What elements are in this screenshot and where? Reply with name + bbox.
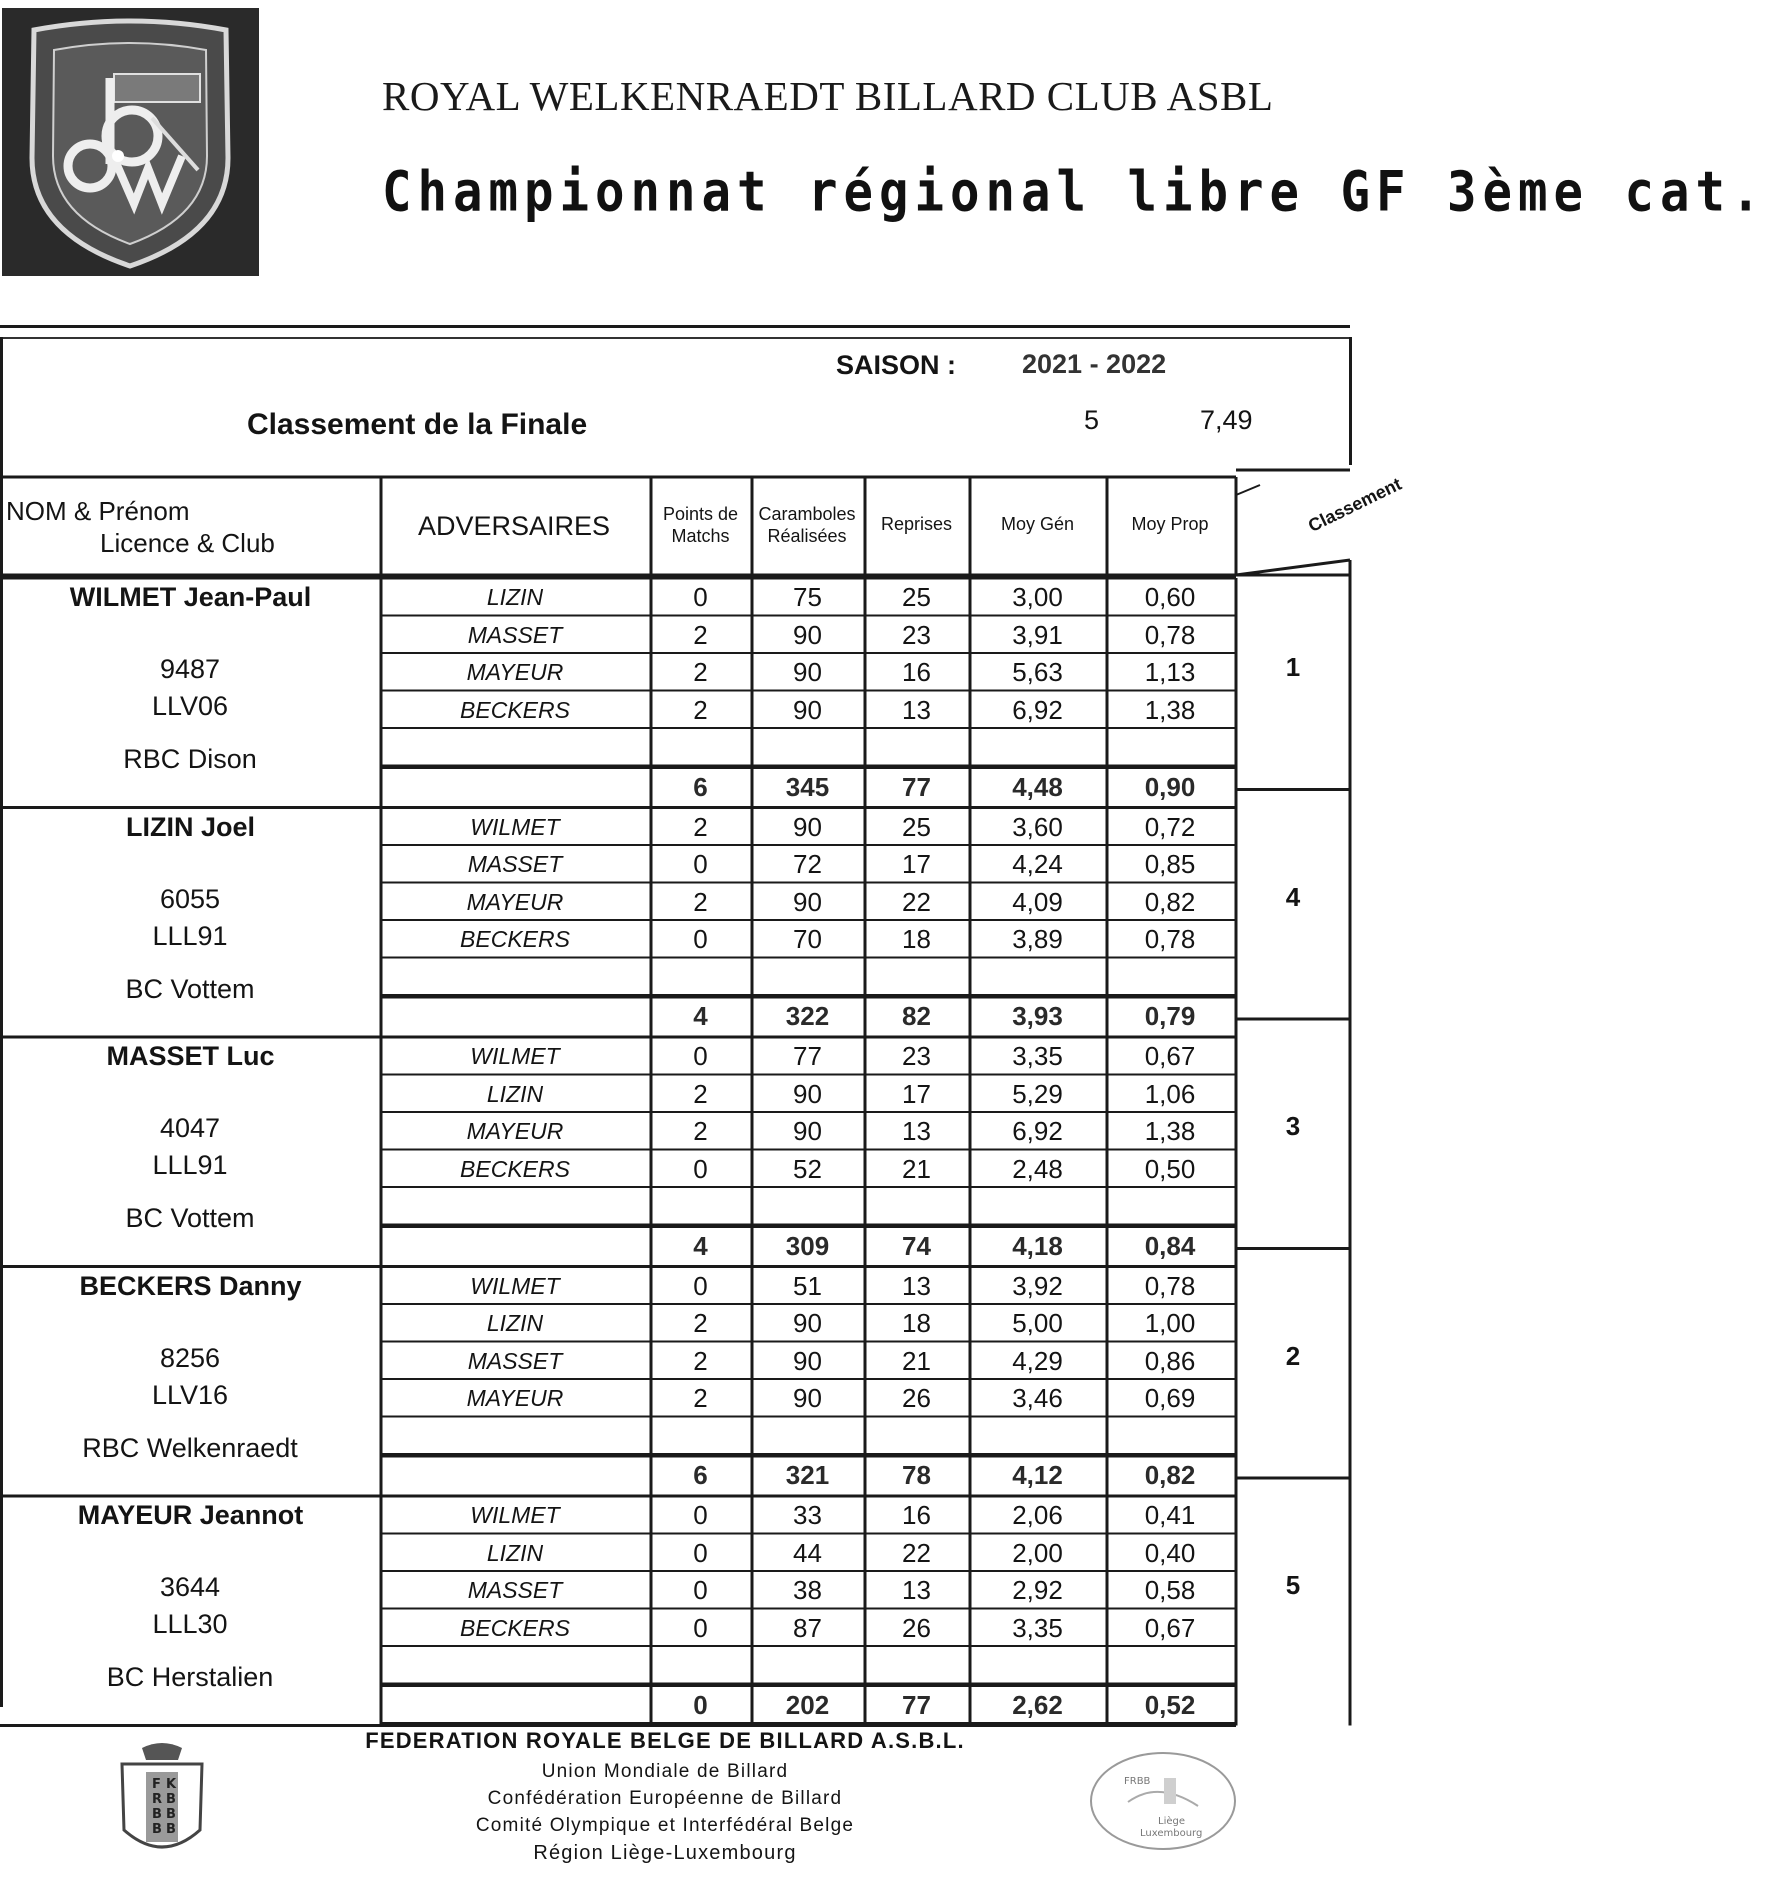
player-rank: 2 bbox=[1285, 1340, 1301, 1371]
player-licence: 6055 bbox=[159, 883, 221, 914]
championship-title: Championnat régional libre GF 3ème cat. bbox=[382, 160, 1767, 224]
match-points: 0 bbox=[693, 1575, 708, 1605]
match-caramboles: 87 bbox=[793, 1612, 822, 1643]
player-club: BC Vottem bbox=[125, 1203, 255, 1233]
match-moy-prop: 0,40 bbox=[1144, 1537, 1196, 1568]
svg-text:B: B bbox=[166, 1792, 176, 1807]
match-reprises: 18 bbox=[902, 924, 931, 954]
total-reprises: 77 bbox=[902, 771, 931, 802]
match-moy-prop: 0,72 bbox=[1144, 811, 1196, 842]
svg-text:B: B bbox=[152, 1822, 162, 1837]
info-value: 5 bbox=[1084, 405, 1100, 435]
total-reprises: 74 bbox=[902, 1230, 931, 1261]
total-caramboles: 345 bbox=[785, 771, 830, 802]
match-moy-gen: 5,63 bbox=[1012, 657, 1063, 687]
match-reprises: 13 bbox=[902, 694, 931, 725]
match-points: 2 bbox=[693, 1116, 708, 1146]
opponent-name: BECKERS bbox=[460, 696, 570, 723]
opponent-name: MAYEUR bbox=[466, 1385, 564, 1411]
match-reprises: 18 bbox=[902, 1308, 931, 1338]
federation-line: Confédération Européenne de Billard bbox=[487, 1788, 843, 1809]
total-points: 0 bbox=[693, 1689, 708, 1720]
match-reprises: 26 bbox=[902, 1383, 931, 1413]
total-moy-prop: 0,84 bbox=[1144, 1230, 1196, 1261]
total-moy-prop: 0,52 bbox=[1144, 1689, 1196, 1720]
player-name: BECKERS Danny bbox=[79, 1270, 302, 1301]
match-moy-prop: 0,67 bbox=[1144, 1041, 1196, 1071]
match-caramboles: 90 bbox=[793, 1078, 822, 1109]
finale-title: Classement de la Finale bbox=[247, 408, 588, 441]
player-code: LLV16 bbox=[151, 1379, 229, 1410]
match-moy-prop: 0,60 bbox=[1144, 582, 1196, 612]
header-caramboles bbox=[752, 504, 862, 547]
match-reprises: 26 bbox=[902, 1612, 931, 1643]
total-points: 4 bbox=[693, 1001, 708, 1031]
match-moy-gen: 6,92 bbox=[1012, 1116, 1063, 1146]
player-licence: 9487 bbox=[159, 654, 221, 684]
match-moy-gen: 2,48 bbox=[1012, 1153, 1063, 1184]
match-points: 0 bbox=[693, 1270, 708, 1301]
player-name: LIZIN Joel bbox=[125, 811, 255, 842]
match-moy-gen: 5,29 bbox=[1012, 1078, 1063, 1109]
player-name: MASSET Luc bbox=[106, 1041, 275, 1071]
svg-text:B: B bbox=[152, 1807, 162, 1822]
header-moy-gen: Moy Gén bbox=[1000, 514, 1075, 534]
frame-top-line bbox=[0, 325, 1350, 328]
match-reprises: 17 bbox=[902, 1078, 931, 1109]
match-points: 2 bbox=[693, 657, 708, 687]
match-points: 2 bbox=[693, 1308, 708, 1338]
opponent-name: BECKERS bbox=[460, 1614, 570, 1641]
match-points: 0 bbox=[693, 1500, 708, 1530]
match-reprises: 21 bbox=[902, 1153, 931, 1184]
region-logo bbox=[1088, 1750, 1238, 1852]
match-points: 0 bbox=[693, 849, 708, 879]
match-moy-gen: 5,00 bbox=[1012, 1308, 1063, 1338]
header-caramboles-l2: Réalisées bbox=[767, 525, 847, 546]
match-points: 0 bbox=[693, 582, 708, 612]
total-moy-gen: 4,18 bbox=[1012, 1230, 1063, 1261]
saison-value: 2021 - 2022 bbox=[1022, 349, 1167, 379]
player-licence: 8256 bbox=[159, 1342, 221, 1373]
match-moy-gen: 3,60 bbox=[1012, 811, 1063, 842]
opponent-name: LIZIN bbox=[486, 1310, 544, 1336]
opponent-name: LIZIN bbox=[486, 584, 544, 610]
match-moy-gen: 2,06 bbox=[1012, 1500, 1063, 1530]
player-rank: 1 bbox=[1285, 652, 1301, 682]
match-points: 0 bbox=[693, 1537, 708, 1568]
player-name: WILMET Jean-Paul bbox=[69, 582, 312, 612]
match-reprises: 16 bbox=[902, 1500, 931, 1530]
match-moy-gen: 3,92 bbox=[1012, 1270, 1063, 1301]
federation-line: Union Mondiale de Billard bbox=[541, 1761, 789, 1782]
match-reprises: 23 bbox=[902, 619, 931, 650]
player-licence: 4047 bbox=[159, 1113, 221, 1143]
federation-name: FEDERATION ROYALE BELGE DE BILLARD A.S.B.L. bbox=[365, 1728, 965, 1753]
match-caramboles: 51 bbox=[793, 1270, 822, 1301]
player-club: RBC Dison bbox=[123, 744, 257, 774]
header-classement: Classement bbox=[1305, 473, 1405, 536]
match-moy-gen: 3,46 bbox=[1012, 1383, 1063, 1413]
total-caramboles: 202 bbox=[785, 1689, 830, 1720]
opponent-name: LIZIN bbox=[486, 1080, 544, 1107]
info-value: 7,49 bbox=[1200, 405, 1253, 435]
match-reprises: 13 bbox=[902, 1575, 931, 1605]
match-moy-prop: 0,86 bbox=[1144, 1345, 1196, 1376]
match-reprises: 25 bbox=[902, 811, 931, 842]
match-caramboles: 90 bbox=[793, 886, 822, 917]
match-caramboles: 90 bbox=[793, 811, 822, 842]
match-moy-gen: 3,91 bbox=[1012, 619, 1063, 650]
federation-line: Région Liège-Luxembourg bbox=[533, 1842, 797, 1864]
match-caramboles: 52 bbox=[793, 1153, 822, 1184]
match-moy-gen: 2,92 bbox=[1012, 1575, 1063, 1605]
match-moy-prop: 1,00 bbox=[1144, 1308, 1196, 1338]
match-points: 0 bbox=[693, 1612, 708, 1643]
total-caramboles: 322 bbox=[785, 1001, 830, 1031]
player-code: LLL91 bbox=[152, 920, 228, 951]
total-points: 6 bbox=[693, 771, 708, 802]
match-reprises: 23 bbox=[902, 1041, 931, 1071]
opponent-name: WILMET bbox=[470, 1272, 560, 1299]
match-moy-prop: 1,13 bbox=[1144, 657, 1196, 687]
match-moy-gen: 4,24 bbox=[1012, 849, 1063, 879]
match-caramboles: 90 bbox=[793, 619, 822, 650]
match-moy-gen: 3,35 bbox=[1012, 1612, 1063, 1643]
match-moy-prop: 0,67 bbox=[1144, 1612, 1196, 1643]
match-moy-gen: 4,29 bbox=[1012, 1345, 1063, 1376]
federation-line: Comité Olympique et Interfédéral Belge bbox=[475, 1815, 855, 1836]
svg-text:B: B bbox=[166, 1822, 176, 1837]
match-moy-prop: 0,82 bbox=[1144, 886, 1196, 917]
frame-right-line bbox=[1349, 337, 1352, 465]
match-reprises: 22 bbox=[902, 1537, 931, 1568]
match-points: 2 bbox=[693, 811, 708, 842]
match-reprises: 16 bbox=[902, 657, 931, 687]
total-moy-gen: 4,48 bbox=[1012, 771, 1063, 802]
total-caramboles: 309 bbox=[785, 1230, 830, 1261]
header-points bbox=[651, 504, 750, 547]
match-moy-prop: 0,41 bbox=[1144, 1500, 1196, 1530]
header-moy-prop: Moy Prop bbox=[1131, 514, 1209, 534]
match-moy-gen: 3,00 bbox=[1012, 582, 1063, 612]
player-licence: 3644 bbox=[159, 1572, 221, 1602]
match-moy-prop: 0,58 bbox=[1144, 1575, 1196, 1605]
match-reprises: 17 bbox=[902, 849, 931, 879]
total-moy-gen: 4,12 bbox=[1012, 1460, 1063, 1490]
match-moy-prop: 0,69 bbox=[1144, 1383, 1196, 1413]
player-club: BC Herstalien bbox=[106, 1662, 274, 1692]
match-caramboles: 33 bbox=[793, 1500, 822, 1530]
opponent-name: MAYEUR bbox=[466, 1118, 564, 1144]
opponent-name: MAYEUR bbox=[466, 888, 564, 915]
match-points: 2 bbox=[693, 1383, 708, 1413]
match-points: 2 bbox=[693, 619, 708, 650]
match-caramboles: 90 bbox=[793, 657, 822, 687]
match-points: 0 bbox=[693, 1153, 708, 1184]
total-caramboles: 321 bbox=[785, 1460, 830, 1490]
match-caramboles: 90 bbox=[793, 1345, 822, 1376]
total-moy-gen: 3,93 bbox=[1012, 1001, 1063, 1031]
svg-text:K: K bbox=[166, 1777, 177, 1792]
match-reprises: 25 bbox=[902, 582, 931, 612]
opponent-name: BECKERS bbox=[460, 926, 570, 952]
opponent-name: WILMET bbox=[470, 813, 560, 840]
match-caramboles: 72 bbox=[793, 849, 822, 879]
svg-text:Liège: Liège bbox=[1158, 1816, 1186, 1827]
match-reprises: 21 bbox=[902, 1345, 931, 1376]
match-moy-prop: 0,78 bbox=[1144, 1270, 1196, 1301]
match-moy-prop: 1,38 bbox=[1144, 1116, 1196, 1146]
opponent-name: MAYEUR bbox=[466, 659, 564, 685]
player-code: LLL30 bbox=[152, 1609, 228, 1639]
player-code: LLL91 bbox=[152, 1150, 228, 1180]
header-caramboles-l1: Caramboles bbox=[758, 504, 856, 524]
opponent-name: LIZIN bbox=[486, 1539, 544, 1566]
opponent-name: MASSET bbox=[467, 851, 563, 877]
match-moy-gen: 3,35 bbox=[1012, 1041, 1063, 1071]
player-club: RBC Welkenraedt bbox=[82, 1432, 298, 1463]
match-caramboles: 90 bbox=[793, 1116, 822, 1146]
match-caramboles: 38 bbox=[793, 1575, 822, 1605]
opponent-name: BECKERS bbox=[460, 1155, 570, 1182]
opponent-name: WILMET bbox=[470, 1043, 560, 1069]
svg-text:R: R bbox=[152, 1792, 163, 1807]
total-reprises: 82 bbox=[902, 1001, 931, 1031]
match-points: 2 bbox=[693, 886, 708, 917]
total-moy-gen: 2,62 bbox=[1012, 1689, 1063, 1720]
match-caramboles: 44 bbox=[793, 1537, 822, 1568]
match-caramboles: 75 bbox=[793, 582, 822, 612]
svg-text:B: B bbox=[166, 1807, 176, 1822]
total-reprises: 78 bbox=[902, 1460, 931, 1490]
opponent-name: WILMET bbox=[470, 1502, 560, 1528]
match-points: 2 bbox=[693, 1345, 708, 1376]
total-points: 6 bbox=[693, 1460, 708, 1490]
match-moy-prop: 0,78 bbox=[1144, 619, 1196, 650]
svg-text:Luxembourg: Luxembourg bbox=[1140, 1828, 1203, 1839]
match-caramboles: 90 bbox=[793, 1308, 822, 1338]
club-logo bbox=[2, 8, 259, 276]
header-points-l1: Points de bbox=[662, 504, 739, 524]
total-reprises: 77 bbox=[902, 1689, 931, 1720]
match-moy-gen: 4,09 bbox=[1012, 886, 1063, 917]
match-points: 2 bbox=[693, 694, 708, 725]
opponent-name: MASSET bbox=[467, 1347, 563, 1374]
player-rank: 3 bbox=[1285, 1111, 1301, 1141]
match-moy-prop: 0,50 bbox=[1144, 1153, 1196, 1184]
opponent-name: MASSET bbox=[467, 1577, 563, 1603]
match-reprises: 13 bbox=[902, 1116, 931, 1146]
player-rank: 5 bbox=[1285, 1570, 1301, 1600]
match-moy-prop: 0,85 bbox=[1144, 849, 1196, 879]
match-moy-gen: 6,92 bbox=[1012, 694, 1063, 725]
match-reprises: 13 bbox=[902, 1270, 931, 1301]
total-moy-prop: 0,79 bbox=[1144, 1001, 1196, 1031]
header-reprises: Reprises bbox=[880, 514, 953, 534]
match-caramboles: 90 bbox=[793, 694, 822, 725]
header-adversaires: ADVERSAIRES bbox=[417, 511, 611, 541]
match-points: 0 bbox=[693, 924, 708, 954]
svg-text:F: F bbox=[152, 1777, 161, 1792]
match-points: 0 bbox=[693, 1041, 708, 1071]
total-moy-prop: 0,90 bbox=[1144, 771, 1196, 802]
svg-text:FRBB: FRBB bbox=[1124, 1776, 1151, 1787]
header-points-l2: Matchs bbox=[671, 525, 730, 546]
match-moy-gen: 3,89 bbox=[1012, 924, 1063, 954]
match-reprises: 22 bbox=[902, 886, 931, 917]
match-moy-gen: 2,00 bbox=[1012, 1537, 1063, 1568]
player-club: BC Vottem bbox=[125, 973, 255, 1004]
player-rank: 4 bbox=[1285, 881, 1301, 912]
match-caramboles: 90 bbox=[793, 1383, 822, 1413]
opponent-name: MASSET bbox=[467, 621, 563, 648]
match-caramboles: 70 bbox=[793, 924, 822, 954]
match-caramboles: 77 bbox=[793, 1041, 822, 1071]
match-points: 2 bbox=[693, 1078, 708, 1109]
header-licence: Licence & Club bbox=[100, 528, 275, 558]
total-moy-prop: 0,82 bbox=[1144, 1460, 1196, 1490]
match-moy-prop: 1,06 bbox=[1144, 1078, 1196, 1109]
header-name: NOM & Prénom bbox=[6, 496, 190, 526]
saison-label: SAISON : bbox=[836, 350, 957, 380]
match-moy-prop: 1,38 bbox=[1144, 694, 1196, 725]
match-moy-prop: 0,78 bbox=[1144, 924, 1196, 954]
club-name: ROYAL WELKENRAEDT BILLARD CLUB ASBL bbox=[382, 73, 1274, 119]
frame-inner-line bbox=[0, 337, 1352, 339]
player-name: MAYEUR Jeannot bbox=[77, 1500, 304, 1530]
total-points: 4 bbox=[693, 1230, 708, 1261]
player-code: LLV06 bbox=[151, 691, 229, 721]
